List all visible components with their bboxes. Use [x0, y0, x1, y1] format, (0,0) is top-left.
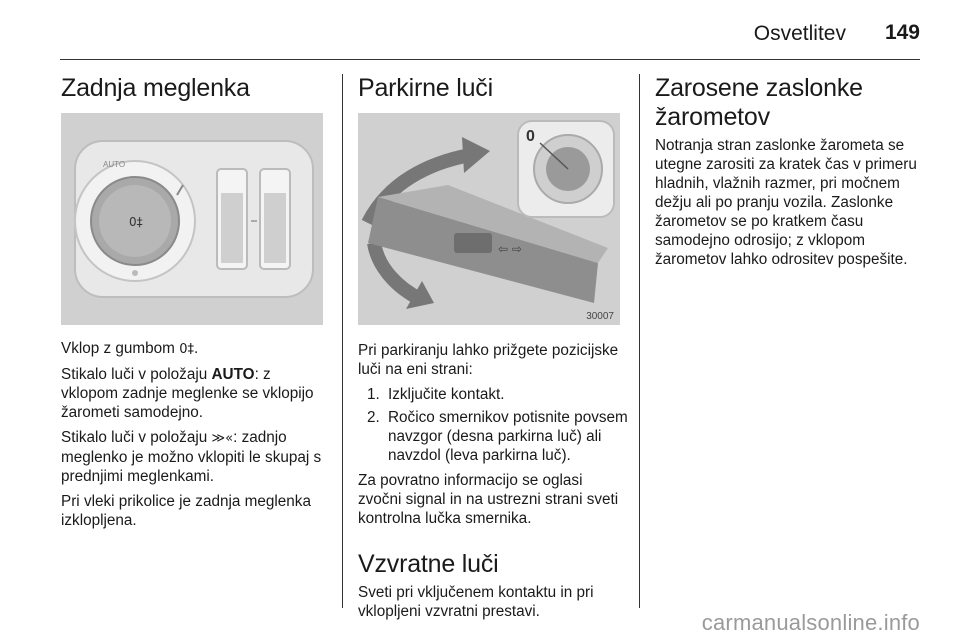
- column-divider: [639, 74, 640, 608]
- heading-fogged-covers: Zarosene zaslonke žarometov: [655, 74, 863, 131]
- section-title: Osvetlitev: [753, 22, 846, 45]
- watermark: carmanualsonline.info: [701, 610, 920, 635]
- indicator-stalk-illustration: [358, 113, 620, 325]
- front-fog-icon: ≫«: [211, 431, 234, 446]
- paragraph-auto: Stikalo luči v položaju AUTO: z vklopom zadnje meglenke se vklopijo žarometi samodejno.: [61, 366, 314, 421]
- heading-reverse-lights: Vzvratne luči: [358, 550, 499, 578]
- heading-rear-fog: Zadnja meglenka: [61, 74, 250, 102]
- fog-button-symbol: 0‡: [129, 215, 143, 229]
- auto-position: AUTO: [211, 366, 255, 383]
- auto-label: AUTO: [103, 160, 126, 169]
- list-item: 1. Izključite kontakt.: [384, 385, 628, 404]
- rear-fog-icon: 0‡: [179, 342, 194, 357]
- column-rear-fog: [61, 74, 329, 536]
- figure-code: 30007: [586, 311, 614, 322]
- header-rule: [60, 59, 920, 60]
- figure-light-switch: [61, 113, 323, 325]
- paragraph-front-fog: Stikalo luči v položaju ≫«: zadnjo meglenko je možno vklopiti le skupaj s prednjimi meglenkami.: [61, 429, 322, 485]
- column-parking-lights: [358, 74, 628, 627]
- paragraph-intro: Pri parkiranju lahko prižgete pozicijske luči na eni strani:: [358, 342, 619, 378]
- heading-parking-lights: Parkirne luči: [358, 74, 493, 102]
- paragraph-reverse: Sveti pri vključenem kontaktu in pri vklopljeni vzvratni prestavi.: [358, 584, 594, 620]
- column-fogged-covers: [655, 74, 925, 275]
- page-number: 149: [884, 21, 920, 44]
- page-header: [60, 0, 920, 62]
- paragraph-button: Vklop z gumbom 0‡.: [61, 340, 199, 357]
- paragraph-fogged: Notranja stran zaslonke žarometa se utegne zarositi za kratek čas v primeru hladnih, vlažnih razmer, pri močnem dežju ali po pranju vozila. Zaslonke žarometov se po kratkem času samodejno odrosijo; z vklopom žarometov lahko odrositev pospešite.: [655, 137, 917, 268]
- svg-text:⇦ ⇨: ⇦ ⇨: [498, 242, 522, 256]
- column-divider: [342, 74, 343, 608]
- steps-list: [358, 385, 628, 465]
- zero-label: 0: [526, 128, 535, 145]
- list-item: 2. Ročico smernikov potisnite povsem navzgor (desna parkirna luč) ali navzdol (leva parkirna luč).: [384, 408, 628, 465]
- paragraph-trailer: Pri vleki prikolice je zadnja meglenka izklopljena.: [61, 493, 311, 529]
- light-switch-illustration: [61, 113, 323, 325]
- paragraph-feedback: Za povratno informacijo se oglasi zvočni signal in na ustrezni strani sveti kontrolna lučka smernika.: [358, 472, 619, 527]
- figure-indicator-stalk: [358, 113, 620, 325]
